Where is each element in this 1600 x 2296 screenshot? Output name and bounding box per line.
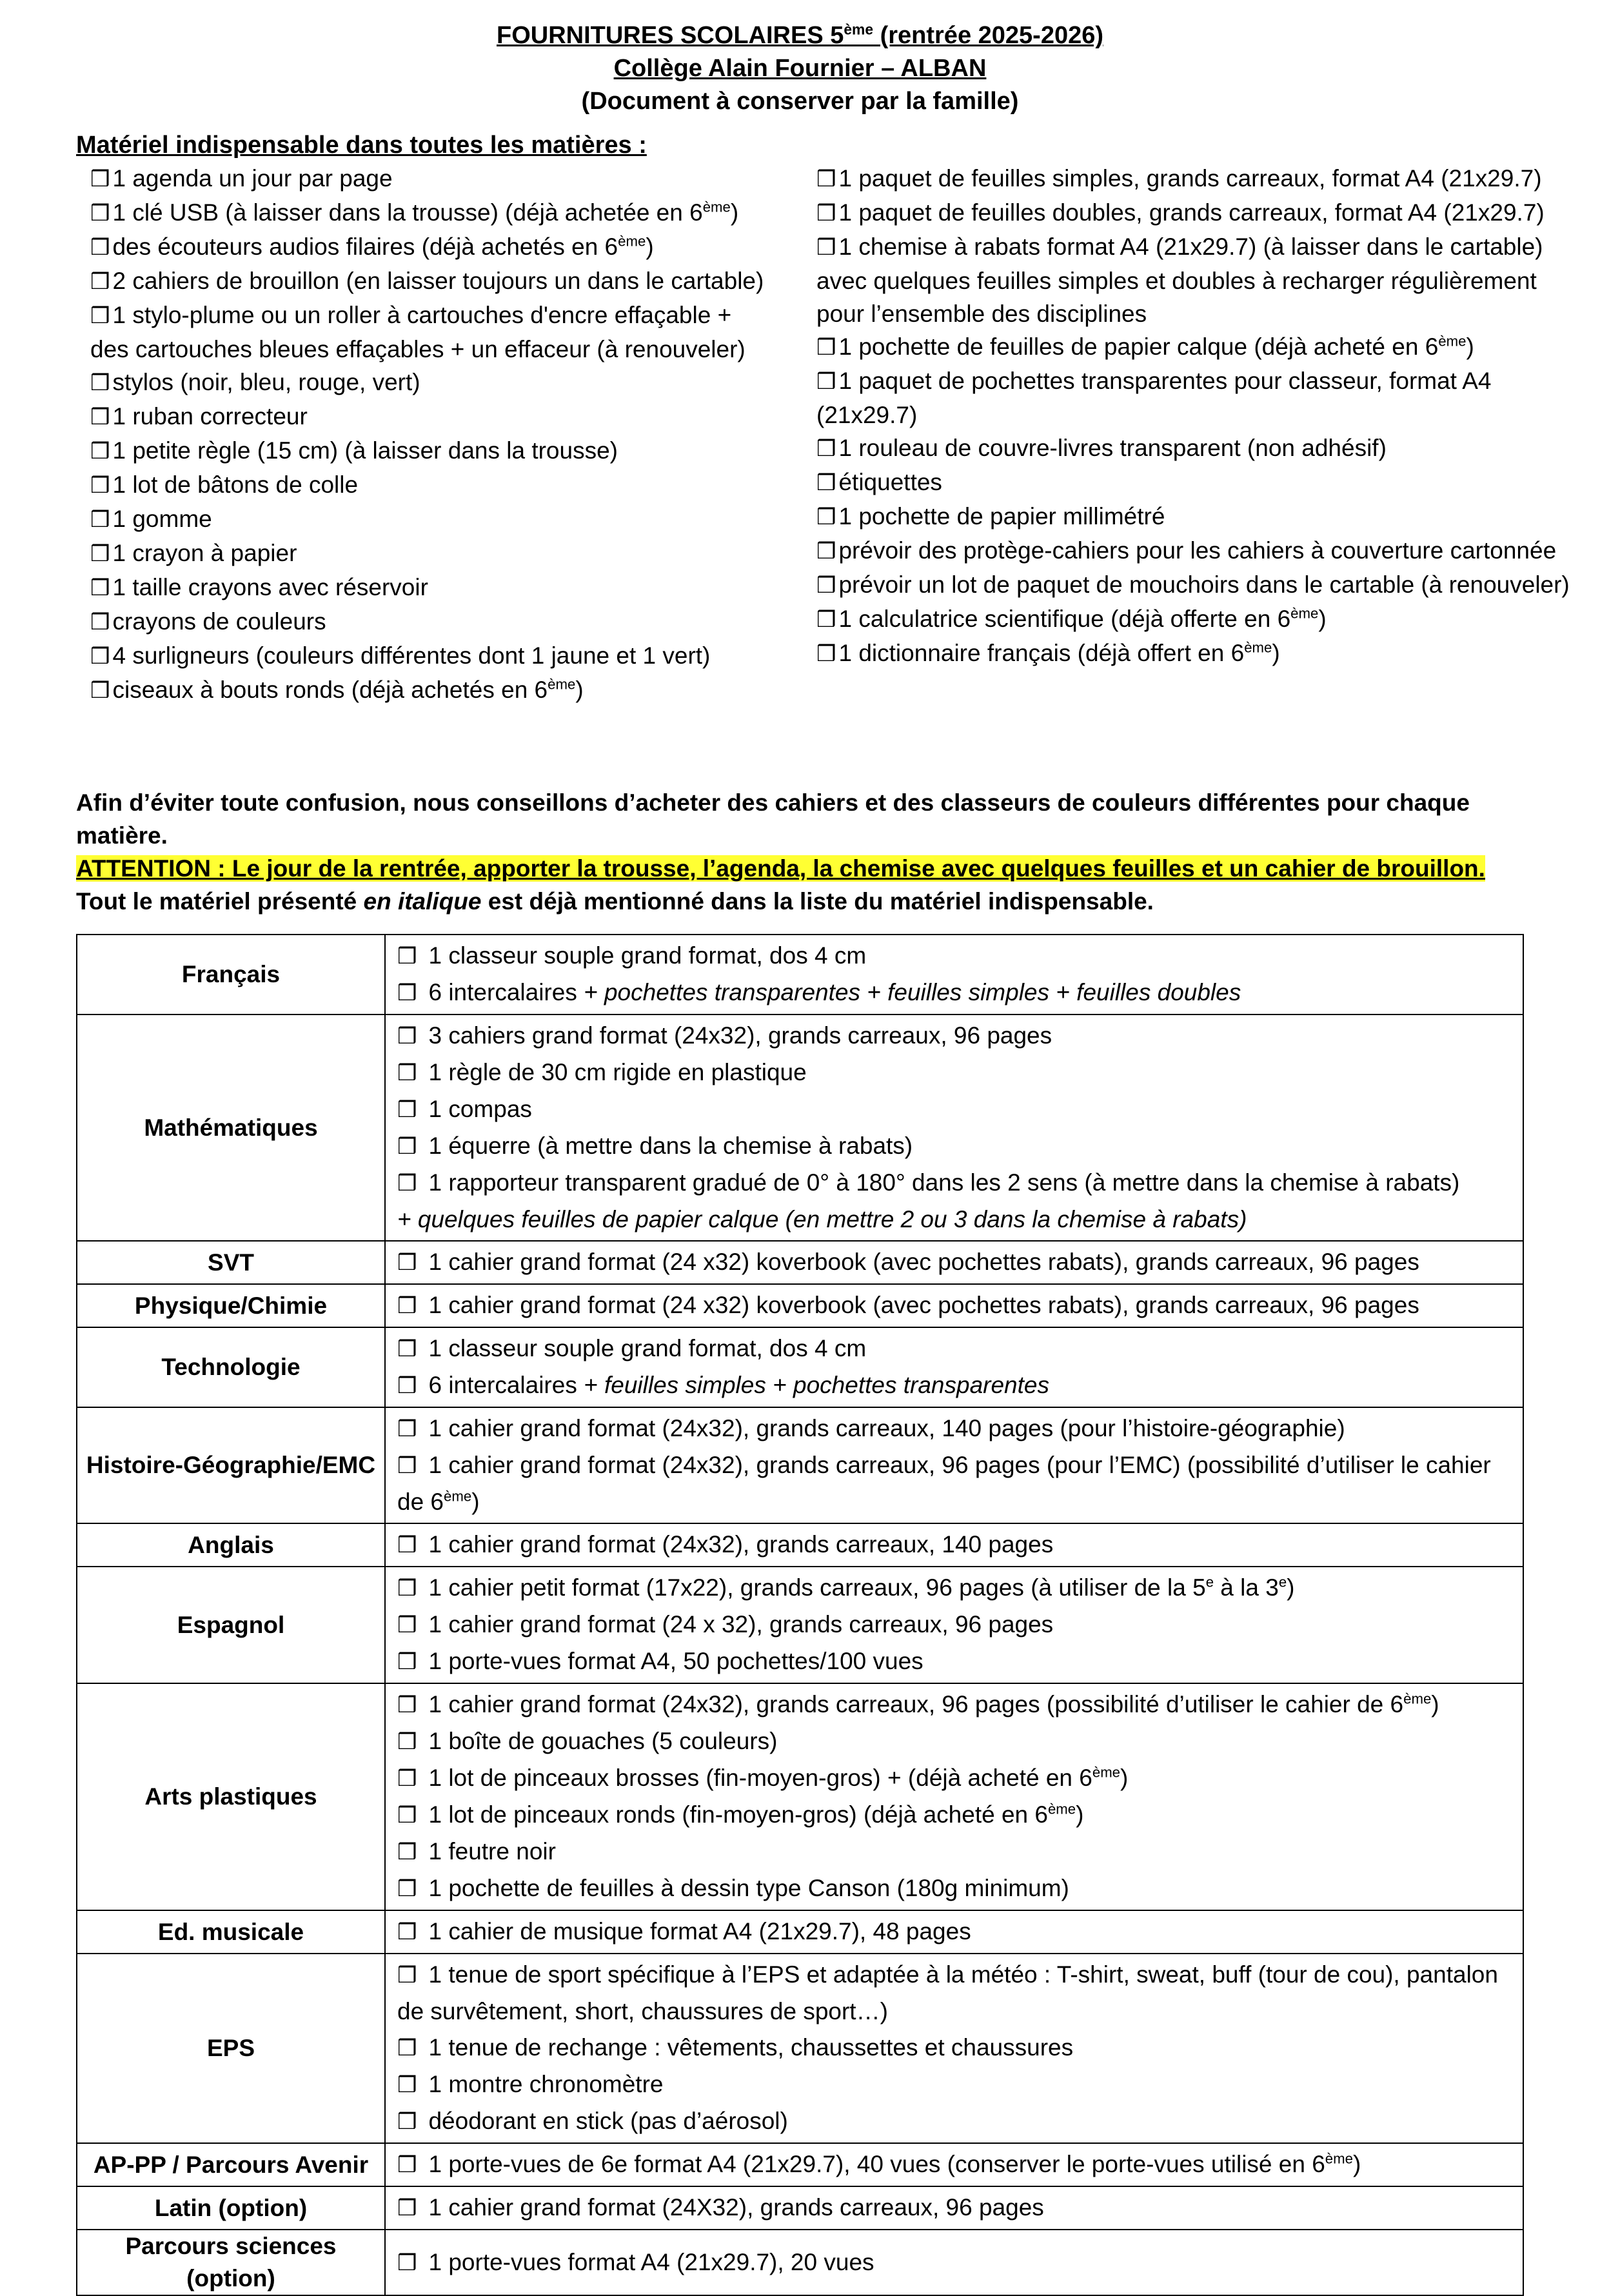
supply-text: déodorant en stick (pas d’aérosol): [428, 2108, 788, 2134]
subject-cell: Physique/Chimie: [77, 1284, 385, 1327]
item-text: 1 paquet de feuilles doubles, grands carreaux, format A4 (21x29.7): [838, 199, 1545, 226]
supply-item: [397, 1287, 1511, 1324]
checkbox-icon: ❒: [397, 1803, 417, 1828]
document-title: [0, 19, 1600, 52]
checkbox-icon: ❒: [90, 269, 110, 295]
document-note: (Document à conserver par la famille): [581, 88, 1019, 115]
item-after: ): [1466, 333, 1474, 360]
checkbox-icon: ❒: [397, 1416, 417, 1442]
item-text: 1 agenda un jour par page: [112, 165, 393, 192]
item-sup: ème: [1290, 605, 1319, 622]
checklist-item: [90, 468, 774, 502]
checkbox-icon: ❒: [397, 2152, 417, 2178]
subject-cell: Ed. musicale: [77, 1910, 385, 1954]
table-row: [77, 1327, 1523, 1407]
supply-item: [397, 2030, 1511, 2066]
checklist-item: [90, 264, 774, 299]
checkbox-icon: ❒: [397, 1293, 417, 1319]
supply-text: 1 porte-vues format A4 (21x29.7), 20 vues: [428, 2248, 874, 2275]
checkbox-icon: ❒: [816, 504, 836, 530]
checkbox-icon: ❒: [397, 1373, 417, 1399]
supply-text: 1 cahier petit format (17x22), grands carreaux, 96 pages (à utiliser de la 5: [428, 1574, 1206, 1601]
checkbox-icon: ❒: [90, 575, 110, 601]
checkbox-icon: ❒: [397, 1612, 417, 1638]
supply-item: [397, 1410, 1511, 1447]
supplies-cell: [385, 1910, 1523, 1954]
title-sup: ème: [844, 21, 874, 38]
supply-item: [397, 1367, 1511, 1404]
checkbox-icon: ❒: [90, 303, 110, 329]
checklist-item: [816, 534, 1577, 568]
table-row: [77, 1407, 1523, 1523]
supply-item: [397, 1244, 1511, 1281]
checkbox-icon: ❒: [397, 1729, 417, 1755]
checkbox-icon: ❒: [397, 2195, 417, 2221]
checkbox-icon: ❒: [397, 980, 417, 1006]
checkbox-icon: ❒: [397, 2035, 417, 2061]
supply-text: 1 cahier grand format (24 x32) koverbook (avec pochettes rabats), grands carreaux, 96 pages: [428, 1292, 1419, 1318]
checkbox-icon: ❒: [397, 1336, 417, 1362]
supply-text: 1 équerre (à mettre dans la chemise à rabats): [428, 1133, 913, 1159]
advice-note: Afin d’éviter toute confusion, nous conseillons d’acheter des cahiers et des classeurs de couleurs différentes pour chaque matière.: [76, 789, 1470, 849]
item-text: 1 rouleau de couvre-livres transparent (non adhésif): [838, 435, 1387, 461]
subject-cell: Mathématiques: [77, 1014, 385, 1241]
checkbox-icon: ❒: [397, 1134, 417, 1160]
supply-text: 1 feutre noir: [428, 1838, 556, 1865]
checkbox-icon: ❒: [397, 1171, 417, 1196]
checkbox-icon: ❒: [90, 235, 110, 261]
item-text: 1 pochette de feuilles de papier calque (déjà acheté en 6: [838, 333, 1439, 360]
checkbox-icon: ❒: [397, 1649, 417, 1675]
supply-text: 1 montre chronomètre: [428, 2071, 664, 2097]
checklist-item: [90, 605, 774, 639]
supply-text: 1 boîte de gouaches (5 couleurs): [428, 1728, 778, 1754]
checkbox-icon: ❒: [90, 370, 110, 396]
supply-item: [397, 1331, 1511, 1367]
essential-list-right: [816, 162, 1577, 671]
supply-text: 1 cahier grand format (24x32), grands carreaux, 140 pages: [428, 1531, 1054, 1558]
attention-highlight: ATTENTION : Le jour de la rentrée, apporter la trousse, l’agenda, la chemise avec quelques feuilles et un cahier de brouillon.: [76, 855, 1485, 882]
supply-text: 1 cahier grand format (24 x 32), grands carreaux, 96 pages: [428, 1611, 1054, 1638]
item-text: 1 dictionnaire français (déjà offert en 6: [838, 640, 1245, 666]
supply-text: 1 cahier grand format (24x32), grands carreaux, 140 pages (pour l’histoire-géographie): [428, 1415, 1345, 1441]
item-text: 2 cahiers de brouillon (en laisser toujours un dans le cartable): [112, 268, 764, 294]
checkbox-icon: ❒: [397, 1839, 417, 1865]
checkbox-icon: ❒: [397, 1532, 417, 1558]
italic-note-pre: Tout le matériel présenté: [76, 888, 364, 915]
table-row: [77, 935, 1523, 1014]
supply-text: + pochettes transparentes + feuilles simples + feuilles doubles: [584, 979, 1241, 1005]
table-row: [77, 1954, 1523, 2143]
supplies-cell: [385, 2143, 1523, 2186]
checklist-item: [90, 639, 774, 673]
supply-text: ): [1431, 1691, 1439, 1717]
checklist-item: [90, 673, 774, 708]
supply-text: 6 intercalaires: [428, 979, 584, 1005]
checkbox-icon: ❒: [397, 1963, 417, 1988]
checkbox-icon: ❒: [90, 678, 110, 704]
subject-cell: Histoire-Géographie/EMC: [77, 1407, 385, 1523]
supply-item: [397, 1447, 1511, 1520]
supplies-cell: [385, 1284, 1523, 1327]
supply-item: [397, 2103, 1511, 2140]
checkbox-icon: ❒: [816, 539, 836, 564]
supply-text: 1 tenue de rechange : vêtements, chaussettes et chaussures: [428, 2034, 1074, 2061]
supply-item: [397, 1760, 1511, 1797]
supply-text: 1 lot de pinceaux ronds (fin-moyen-gros) (déjà acheté en 6: [428, 1801, 1048, 1828]
supplies-cell: [385, 1014, 1523, 1241]
supply-text: ): [1352, 2151, 1361, 2177]
item-text: 1 gomme: [112, 506, 212, 532]
supply-item: [397, 2146, 1511, 2183]
document-header: [0, 19, 1600, 118]
item-after: ): [646, 233, 654, 260]
checkbox-icon: ❒: [816, 641, 836, 667]
item-text: 1 lot de bâtons de colle: [112, 471, 359, 498]
supply-text: ): [1076, 1801, 1084, 1828]
supplies-cell: [385, 2230, 1523, 2295]
supply-text: 1 cahier grand format (24x32), grands carreaux, 96 pages (pour l’EMC) (possibilité d’utiliser le cahier de 6: [397, 1452, 1491, 1515]
checkbox-icon: ❒: [816, 369, 836, 395]
item-after: ): [1318, 606, 1327, 632]
supplies-cell: [385, 1241, 1523, 1284]
supply-item: [397, 1914, 1511, 1950]
subject-cell: Technologie: [77, 1327, 385, 1407]
supply-item: [397, 1018, 1511, 1054]
essential-list-left: [90, 162, 774, 708]
item-sup: ème: [1438, 333, 1467, 350]
item-text: 1 taille crayons avec réservoir: [112, 574, 428, 600]
checklist-item: [816, 602, 1577, 637]
supply-item: [397, 1643, 1511, 1680]
table-row: [77, 1523, 1523, 1567]
checklist-item: [90, 502, 774, 537]
attention-note: [76, 852, 1534, 885]
checklist-item: [90, 571, 774, 605]
supply-item: [397, 1128, 1511, 1165]
checkbox-icon: ❒: [816, 607, 836, 633]
supplies-cell: [385, 2186, 1523, 2230]
supply-item: [397, 1607, 1511, 1643]
subject-cell: AP-PP / Parcours Avenir: [77, 2143, 385, 2186]
item-text: crayons de couleurs: [112, 608, 326, 635]
subject-cell: SVT: [77, 1241, 385, 1284]
checklist-item: [90, 537, 774, 571]
checkbox-icon: ❒: [816, 335, 836, 361]
supply-text: à la 3: [1214, 1574, 1279, 1601]
checkbox-icon: ❒: [90, 201, 110, 226]
table-row: [77, 1567, 1523, 1683]
item-text: 1 petite règle (15 cm) (à laisser dans la trousse): [112, 437, 618, 464]
subject-cell: Parcours sciences (option): [77, 2230, 385, 2295]
checklist-item: [90, 299, 774, 366]
checklist-item: [816, 330, 1577, 364]
checklist-item: [90, 162, 774, 196]
checklist-item: [816, 431, 1577, 466]
table-row: [77, 1284, 1523, 1327]
table-row: [77, 1910, 1523, 1954]
checkbox-icon: ❒: [90, 439, 110, 464]
supply-text: e: [1205, 1574, 1214, 1590]
table-row: [77, 1241, 1523, 1284]
item-text: prévoir un lot de paquet de mouchoirs dans le cartable (à renouveler): [838, 571, 1570, 598]
item-text: ciseaux à bouts ronds (déjà achetés en 6: [112, 677, 548, 703]
supply-text: ): [1287, 1574, 1295, 1601]
supply-text: ème: [1047, 1801, 1076, 1817]
checkbox-icon: ❒: [397, 1024, 417, 1049]
supply-item: [397, 1687, 1511, 1723]
italic-note-post: est déjà mentionné dans la liste du matériel indispensable.: [481, 888, 1154, 915]
item-text: 1 calculatrice scientifique (déjà offerte en 6: [838, 606, 1291, 632]
item-text: 1 paquet de pochettes transparentes pour classeur, format A4 (21x29.7): [816, 368, 1492, 428]
checkbox-icon: ❒: [397, 1692, 417, 1718]
subject-cell: Anglais: [77, 1523, 385, 1567]
checklist-item: [816, 196, 1577, 230]
supplies-cell: [385, 935, 1523, 1014]
supply-text: ème: [1403, 1690, 1432, 1707]
supply-text: 1 compas: [428, 1096, 532, 1122]
supplies-cell: [385, 1954, 1523, 2143]
item-after: ): [1272, 640, 1280, 666]
supply-text: 1 classeur souple grand format, dos 4 cm: [428, 1335, 867, 1361]
table-row: [77, 2143, 1523, 2186]
checkbox-icon: ❒: [397, 1919, 417, 1945]
checklist-item: [90, 196, 774, 230]
item-text: stylos (noir, bleu, rouge, vert): [112, 369, 420, 395]
supply-item: [397, 975, 1511, 1011]
notes-block: [76, 786, 1534, 918]
item-sup: ème: [1244, 639, 1272, 656]
supply-text: 6 intercalaires: [428, 1372, 584, 1398]
supply-text: ème: [444, 1488, 472, 1505]
supplies-cell: [385, 1567, 1523, 1683]
checkbox-icon: ❒: [816, 470, 836, 496]
checkbox-icon: ❒: [397, 2109, 417, 2135]
supply-text: 1 cahier grand format (24x32), grands carreaux, 96 pages (possibilité d’utiliser le cahier de 6: [428, 1691, 1404, 1717]
supply-text: ème: [1092, 1764, 1121, 1781]
supply-text: ): [1120, 1765, 1129, 1791]
item-text: des écouteurs audios filaires (déjà achetés en 6: [112, 233, 618, 260]
checkbox-icon: ❒: [816, 201, 836, 226]
supplies-cell: [385, 1327, 1523, 1407]
checkbox-icon: ❒: [397, 1766, 417, 1792]
checkbox-icon: ❒: [397, 1250, 417, 1276]
checkbox-icon: ❒: [397, 2072, 417, 2098]
supply-text: 3 cahiers grand format (24x32), grands carreaux, 96 pages: [428, 1022, 1052, 1049]
checkbox-icon: ❒: [816, 436, 836, 462]
checklist-item: [816, 568, 1577, 602]
supply-text: + quelques feuilles de papier calque (en mettre 2 ou 3 dans la chemise à rabats): [397, 1206, 1247, 1232]
checklist-item: [90, 230, 774, 264]
checkbox-icon: ❒: [90, 473, 110, 499]
supplies-cell: [385, 1523, 1523, 1567]
checkbox-icon: ❒: [90, 507, 110, 533]
checkbox-icon: ❒: [816, 166, 836, 192]
supply-text: 1 cahier grand format (24 x32) koverbook (avec pochettes rabats), grands carreaux, 96 pages: [428, 1249, 1419, 1275]
supply-text: 1 porte-vues format A4, 50 pochettes/100 vues: [428, 1648, 923, 1674]
checkbox-icon: ❒: [397, 944, 417, 969]
italic-note-em: en italique: [363, 888, 482, 915]
supply-text: 1 cahier grand format (24X32), grands carreaux, 96 pages: [428, 2194, 1044, 2221]
checkbox-icon: ❒: [397, 1453, 417, 1479]
item-text: 1 clé USB (à laisser dans la trousse) (déjà achetée en 6: [112, 199, 703, 226]
checklist-item: [90, 366, 774, 400]
supply-text: ): [471, 1489, 480, 1515]
essential-section-title: Matériel indispensable dans toutes les matières :: [76, 132, 647, 159]
item-after: ): [730, 199, 739, 226]
checkbox-icon: ❒: [90, 541, 110, 567]
supply-item: [397, 1202, 1511, 1238]
supply-item: [397, 1527, 1511, 1563]
subjects-table: [76, 934, 1524, 2296]
checkbox-icon: ❒: [397, 2250, 417, 2276]
item-text: 1 pochette de papier millimétré: [838, 503, 1165, 529]
supply-item: [397, 1570, 1511, 1607]
checkbox-icon: ❒: [90, 609, 110, 635]
supply-item: [397, 1834, 1511, 1870]
checkbox-icon: ❒: [90, 404, 110, 430]
supply-text: 1 lot de pinceaux brosses (fin-moyen-gros) + (déjà acheté en 6: [428, 1765, 1092, 1791]
subject-cell: Arts plastiques: [77, 1683, 385, 1910]
item-sup: ème: [548, 676, 576, 693]
checklist-item: [90, 400, 774, 434]
checkbox-icon: ❒: [397, 1060, 417, 1086]
supply-text: e: [1278, 1574, 1287, 1590]
checklist-item: [816, 466, 1577, 500]
checkbox-icon: ❒: [397, 1576, 417, 1601]
subject-cell: Espagnol: [77, 1567, 385, 1683]
supply-item: [397, 1797, 1511, 1834]
checkbox-icon: ❒: [397, 1097, 417, 1123]
supply-text: + feuilles simples + pochettes transparentes: [584, 1372, 1049, 1398]
checklist-item: [816, 162, 1577, 196]
subject-cell: Français: [77, 935, 385, 1014]
supply-text: 1 rapporteur transparent gradué de 0° à 180° dans les 2 sens (à mettre dans la chemise à rabats): [428, 1169, 1460, 1196]
item-text: 1 paquet de feuilles simples, grands carreaux, format A4 (21x29.7): [838, 165, 1542, 192]
supply-text: 1 tenue de sport spécifique à l’EPS et adaptée à la météo : T-shirt, sweat, buff (tour de cou), pantalon de survêtement, short, chaussures de sport…): [397, 1961, 1498, 2024]
supply-text: 1 pochette de feuilles à dessin type Canson (180g minimum): [428, 1875, 1069, 1901]
supply-item: [397, 1723, 1511, 1760]
item-sup: ème: [702, 199, 731, 215]
item-text: 1 chemise à rabats format A4 (21x29.7) (à laisser dans le cartable) avec quelques feuilles simples et doubles à recharger régulièrement pour l’ensemble des disciplines: [816, 233, 1543, 327]
supplies-cell: [385, 1407, 1523, 1523]
supply-item: [397, 1957, 1511, 2030]
supply-item: [397, 1054, 1511, 1091]
checkbox-icon: ❒: [816, 573, 836, 599]
supply-item: [397, 1091, 1511, 1128]
checklist-item: [816, 230, 1577, 330]
italic-note: [76, 885, 1534, 918]
supply-text: 1 classeur souple grand format, dos 4 cm: [428, 942, 867, 969]
checkbox-icon: ❒: [816, 235, 836, 261]
table-row: [77, 1683, 1523, 1910]
supply-item: [397, 2190, 1511, 2226]
subject-cell: EPS: [77, 1954, 385, 2143]
item-text: 4 surligneurs (couleurs différentes dont 1 jaune et 1 vert): [112, 642, 711, 669]
supply-text: 1 règle de 30 cm rigide en plastique: [428, 1059, 807, 1085]
supply-item: [397, 1165, 1511, 1202]
table-row: [77, 2186, 1523, 2230]
supply-text: 1 porte-vues de 6e format A4 (21x29.7), 40 vues (conserver le porte-vues utilisé en 6: [428, 2151, 1325, 2177]
checklist-item: [816, 364, 1577, 431]
checklist-item: [90, 434, 774, 468]
school-name: Collège Alain Fournier – ALBAN: [613, 55, 987, 82]
item-text: 1 ruban correcteur: [112, 403, 308, 430]
checkbox-icon: ❒: [90, 166, 110, 192]
table-row: [77, 1014, 1523, 1241]
item-after: ): [575, 677, 584, 703]
checkbox-icon: ❒: [397, 1876, 417, 1902]
title-year: (rentrée 2025-2026): [873, 22, 1104, 49]
checkbox-icon: ❒: [90, 644, 110, 669]
item-sup: ème: [618, 233, 646, 250]
table-row: [77, 2230, 1523, 2295]
supply-item: [397, 938, 1511, 975]
supplies-cell: [385, 1683, 1523, 1910]
checklist-item: [816, 637, 1577, 671]
supply-item: [397, 2244, 1511, 2281]
item-text: 1 crayon à papier: [112, 540, 297, 566]
subject-cell: Latin (option): [77, 2186, 385, 2230]
item-text: étiquettes: [838, 469, 942, 495]
supply-item: [397, 1870, 1511, 1907]
item-text: prévoir des protège-cahiers pour les cahiers à couverture cartonnée: [838, 537, 1557, 564]
title-text: FOURNITURES SCOLAIRES 5: [496, 22, 844, 49]
supply-text: ème: [1325, 2150, 1353, 2167]
supply-text: 1 cahier de musique format A4 (21x29.7), 48 pages: [428, 1918, 971, 1945]
item-text: 1 stylo-plume ou un roller à cartouches d'encre effaçable + des cartouches bleues effaçables + un effaceur (à renouveler): [90, 302, 746, 362]
checklist-item: [816, 500, 1577, 534]
supply-item: [397, 2066, 1511, 2103]
